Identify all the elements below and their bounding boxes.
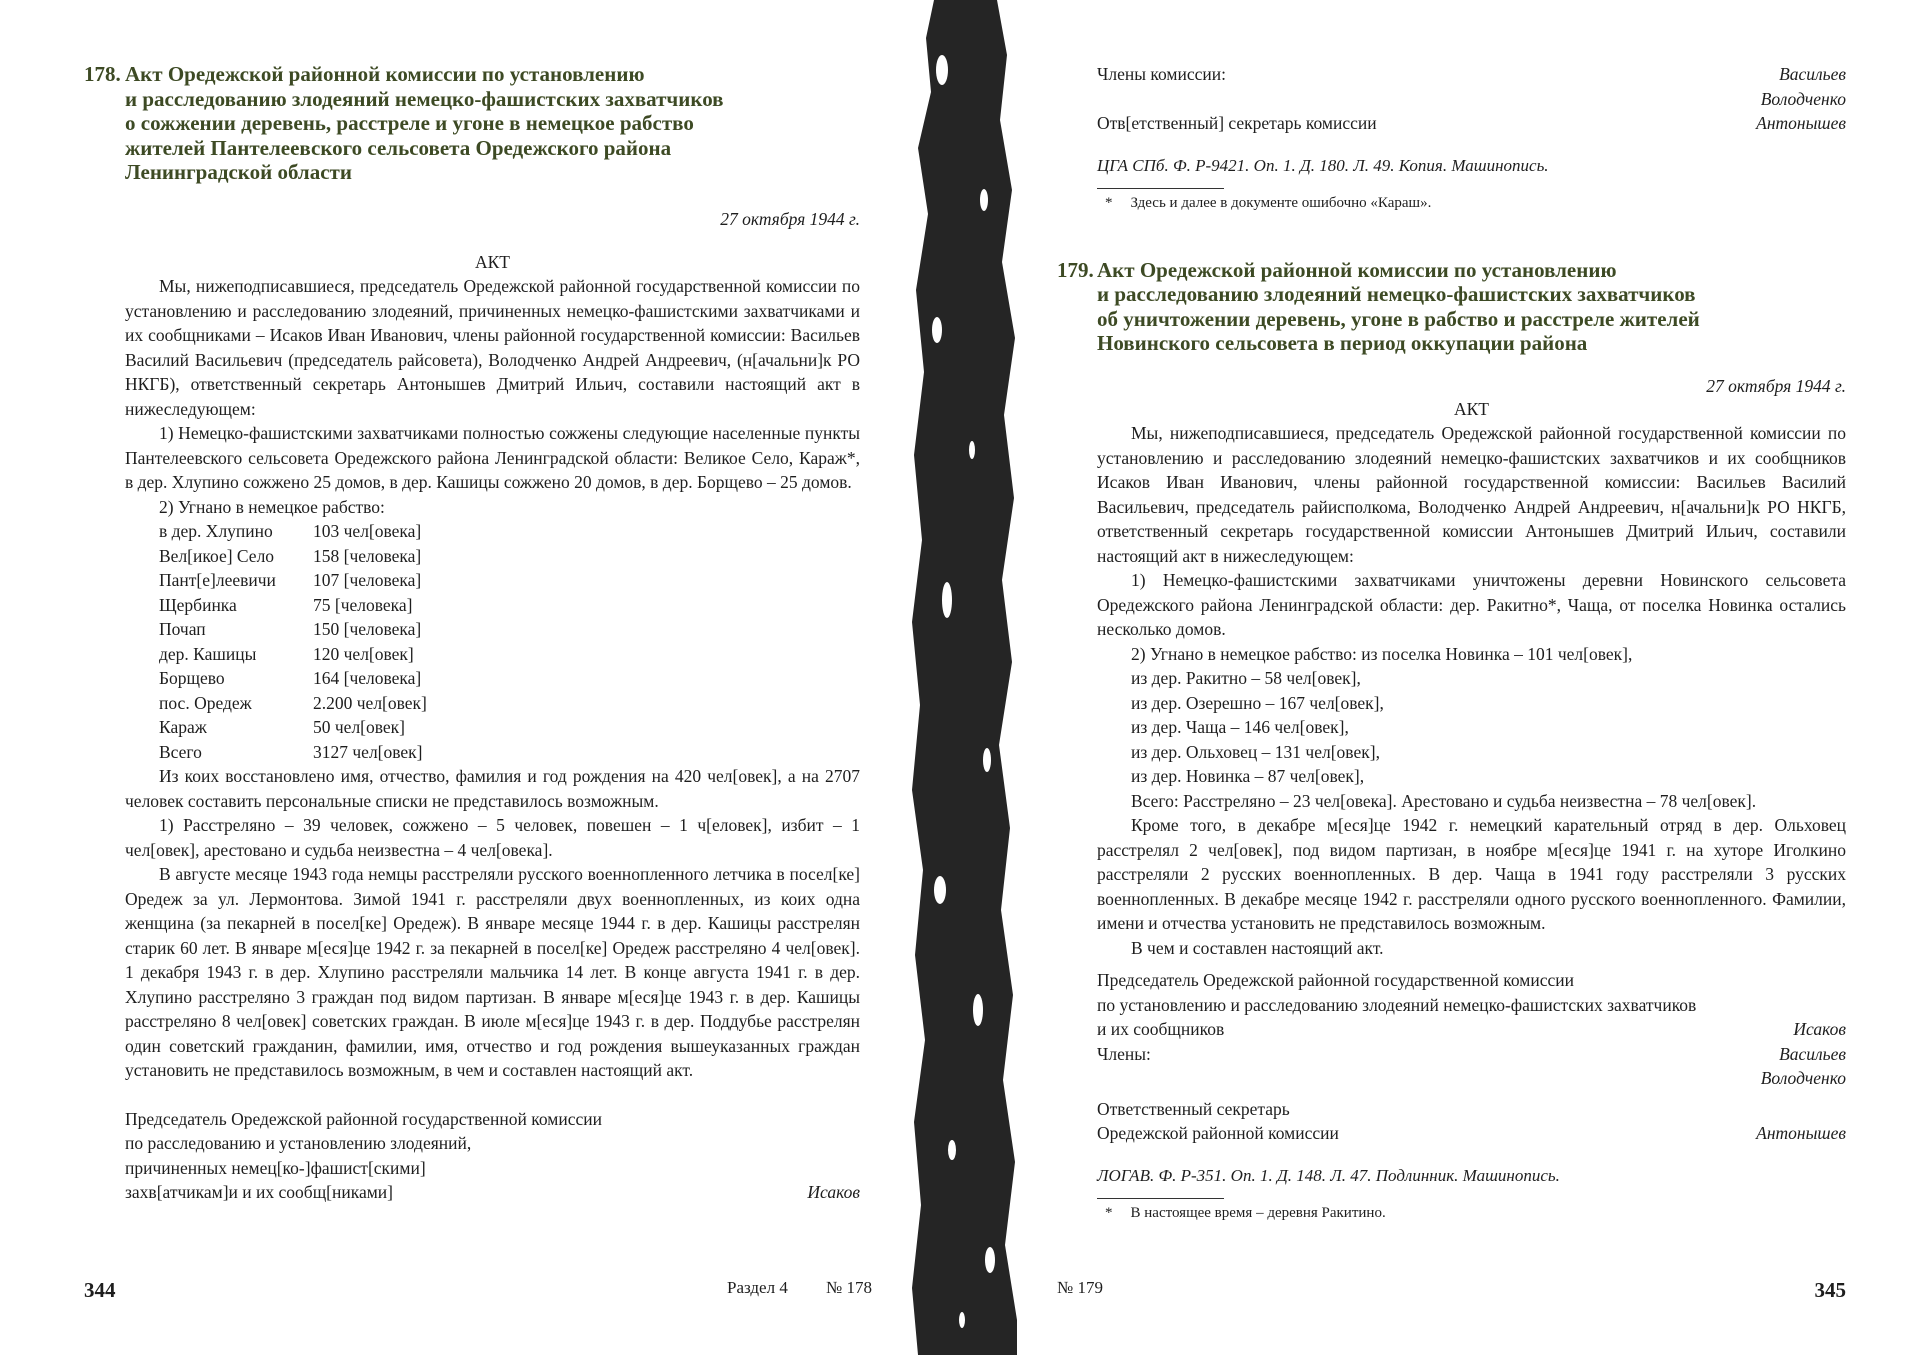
table-row: [159, 593, 427, 618]
signatory-name: Антонышев: [1756, 1123, 1846, 1143]
signatory-name: Васильев: [1779, 1043, 1846, 1064]
footnote: [1097, 195, 1846, 212]
page-number-left: 344: [84, 1278, 116, 1302]
deportation-line: из дер. Ольховец – 131 чел[овек],: [1131, 741, 1380, 762]
doc-178-title-line: и расследованию злодеяний немецко-фашистских захватчиков: [125, 86, 724, 111]
section-label: Раздел 4: [727, 1278, 788, 1297]
deportation-line: из дер. Новинка – 87 чел[овек],: [1131, 766, 1365, 786]
footnote-mark: *: [1105, 194, 1113, 211]
book-gutter: [912, 0, 1017, 1355]
deportation-table: [159, 519, 427, 764]
doc-178-title: [125, 62, 724, 185]
table-row: [159, 544, 427, 569]
place-cell: дер. Кашицы: [159, 643, 257, 664]
footnote-mark: *: [1105, 1204, 1113, 1221]
signature-row: [1097, 1017, 1846, 1042]
paragraph: 1) Немецко-фашистскими захватчиками уничтожены деревни Новинского сельсовета Оредежского района Ленинградской области: дер. Ракитно*, Чаща, от поселка Новинка остались несколько домов.: [1097, 570, 1846, 639]
footnote-rule: [1097, 188, 1224, 189]
signature-line: Председатель Оредежской районной государственной комиссии: [1097, 970, 1574, 990]
doc-178-body-continued: [125, 764, 860, 1083]
place-cell: Вел[икое] Село: [159, 545, 275, 566]
deportation-line: из дер. Ракитно – 58 чел[овек],: [1131, 668, 1361, 688]
doc-178-signatures-continued: [1097, 62, 1846, 136]
count-cell: 120 чел[овек]: [313, 643, 414, 664]
signature-row: [1097, 1121, 1846, 1146]
doc-178-signature: [125, 1107, 860, 1205]
deportation-line: Всего: Расстреляно – 23 чел[овека]. Арестовано и судьба неизвестна – 78 чел[овек].: [1131, 790, 1757, 811]
doc-179-title-line: Акт Оредежской районной комиссии по установлению: [1097, 257, 1617, 282]
page-number-right: 345: [1814, 1278, 1846, 1302]
signature-line: и их сообщников: [1097, 1019, 1225, 1039]
members-label: Члены:: [1097, 1043, 1151, 1064]
count-cell: 158 [человека]: [313, 545, 422, 566]
table-row: [159, 740, 427, 765]
doc-ref-right: № 179: [1057, 1278, 1103, 1297]
count-cell: 103 чел[овека]: [313, 521, 422, 541]
paragraph: Из коих восстановлено имя, отчество, фамилия и год рождения на 420 чел[овек], а на 2707 человек составить персональные списки не представилось возможным.: [125, 766, 860, 811]
count-cell: 107 [человека]: [313, 570, 422, 590]
doc-179-number: 179.: [1057, 257, 1094, 282]
paragraph: Мы, нижеподписавшиеся, председатель Оредежской районной государственной комиссии по установлению и расследованию злодеяний, причиненных немецко-фашистскими захватчиками и их сообщниками – Исаков Иван Иванович, члены районной государственной комиссии: Васильев Василий Васильевич (председатель райсовета), Володченко Андрей Андреевич, (н[ачальни]к РО НКГБ), ответственный секретарь Антонышев Дмитрий Ильич, составили настоящий акт в нижеследующем:: [125, 276, 860, 419]
signature-line: по расследованию и установлению злодеяний,: [125, 1133, 472, 1153]
doc-178-title-line: жителей Пантелеевского сельсовета Оредежского района: [125, 135, 672, 160]
signature-line: причиненных немец[ко-]фашист[скими]: [125, 1157, 426, 1178]
count-cell: 2.200 чел[овек]: [313, 692, 427, 713]
deportation-line: 2) Угнано в немецкое рабство: из поселка Новинка – 101 чел[овек],: [1131, 643, 1633, 664]
signature-row: [1097, 1066, 1846, 1091]
place-cell: Щербинка: [159, 594, 237, 615]
doc-178-title-line: Акт Оредежской районной комиссии по установлению: [125, 62, 645, 86]
signature-line: Оредежской районной комиссии: [1097, 1123, 1339, 1143]
paragraph: 2) Угнано в немецкое рабство:: [159, 496, 385, 517]
doc-179-akt-heading: АКТ: [1454, 398, 1489, 419]
signatory-name: Исаков: [807, 1182, 860, 1202]
footnote-text: Здесь и далее в документе ошибочно «Караш».: [1130, 194, 1432, 211]
doc-ref-left: № 178: [826, 1278, 872, 1297]
right-page: [1017, 0, 1920, 1355]
place-cell: Пант[е]леевичи: [159, 570, 276, 590]
doc-179-heading: [1057, 257, 1846, 356]
doc-179-body: [1097, 421, 1846, 960]
paragraph: Кроме того, в декабре м[еся]це 1942 г. немецкий карательный отряд в дер. Ольховец расстрелял 2 чел[овек], под видом партизан, в ноябре м[еся]це 1941 г. на хуторе Иголкино расстреляли 2 русских военнопленных. В дер. Чаща в 1941 году расстреляли 3 русских военнопленных. В декабре месяце 1942 г. расстреляли одного русского военнопленного. Фамилии, имени и отчества установить не представилось возможным.: [1097, 815, 1846, 933]
signatory-name: Антонышев: [1756, 113, 1846, 133]
paragraph: 1) Расстреляно – 39 человек, сожжено – 5 человек, повешен – 1 ч[еловек], избит – 1 чел[овек], арестовано и судьба неизвестна – 4 чел[овека].: [125, 815, 860, 860]
footnote-text: В настоящее время – деревня Ракитино.: [1130, 1204, 1386, 1221]
table-row: [159, 519, 427, 544]
signature-line: захв[атчикам]и и их сообщ[никами]: [125, 1182, 394, 1202]
table-row: [159, 691, 427, 716]
count-cell: 3127 чел[овек]: [313, 741, 423, 762]
doc-178-heading: [84, 62, 860, 185]
table-row: [159, 568, 427, 593]
signature-line: по установлению и расследованию злодеяний немецко-фашистских захватчиков: [1097, 994, 1697, 1015]
paragraph: В чем и составлен настоящий акт.: [1131, 937, 1384, 958]
signatory-name: Васильев: [1779, 64, 1846, 84]
secretary-label: Отв[етственный] секретарь комиссии: [1097, 113, 1377, 133]
doc-178-title-line: Ленинградской области: [125, 160, 352, 184]
deportation-line: из дер. Чаща – 146 чел[овек],: [1131, 717, 1349, 737]
signatory-name: Исаков: [1793, 1019, 1846, 1039]
table-row: [159, 642, 427, 667]
table-row: [159, 715, 427, 740]
footnote-rule: [1097, 1198, 1224, 1199]
doc-179-title: [1097, 258, 1700, 356]
deportation-line: из дер. Озерешно – 167 чел[овек],: [1131, 692, 1384, 713]
gutter-texture: [912, 0, 1017, 1355]
doc-179-title-line: Новинского сельсовета в период оккупации района: [1097, 331, 1588, 355]
signatory-name: Володченко: [1760, 88, 1846, 109]
place-cell: Всего: [159, 741, 202, 762]
signature-row: [1097, 1042, 1846, 1067]
place-cell: пос. Оредеж: [159, 692, 252, 713]
left-page: [0, 0, 912, 1355]
doc-178-date: 27 октября 1944 г.: [720, 208, 860, 229]
table-row: [159, 666, 427, 691]
signature-line: Ответственный секретарь: [1097, 1098, 1290, 1119]
place-cell: в дер. Хлупино: [159, 521, 273, 541]
doc-179-title-line: об уничтожении деревень, угоне в рабство и расстреле жителей: [1097, 306, 1700, 331]
doc-179-title-line: и расследованию злодеяний немецко-фашистских захватчиков: [1097, 282, 1696, 306]
signature-row: [125, 1180, 860, 1205]
count-cell: 50 чел[овек]: [313, 717, 406, 737]
archive-reference: ЦГА СПб. Ф. Р-9421. Оп. 1. Д. 180. Л. 49. Копия. Машинопись.: [1097, 155, 1549, 175]
signature-line: Председатель Оредежской районной государственной комиссии: [125, 1108, 602, 1129]
doc-178-body: [125, 274, 860, 519]
signature-row: [1097, 87, 1846, 112]
place-cell: Почап: [159, 619, 206, 639]
count-cell: 164 [человека]: [313, 668, 422, 688]
doc-178-number: 178.: [84, 62, 121, 86]
signatory-name: Володченко: [1760, 1068, 1846, 1088]
doc-178-akt-heading: АКТ: [475, 251, 510, 272]
doc-179-date: 27 октября 1944 г.: [1706, 375, 1846, 396]
paragraph: Мы, нижеподписавшиеся, председатель Оредежской районной государственной комиссии по установлению и расследованию злодеяний немецко-фашистских захватчиков и их сообщников Исаков Иван Иванович, члены районной государственной комиссии: Васильев Василий Васильевич, председатель райисполкома, Володченко Андрей Андреевич, н[ачальни]к РО НКГБ, ответственный секретарь государственной комиссии Антонышев Дмитрий Ильич, составили настоящий акт в нижеследующем:: [1097, 423, 1846, 566]
signature-row: [1097, 111, 1846, 136]
archive-reference: ЛОГАВ. Ф. Р-351. Оп. 1. Д. 148. Л. 47. Подлинник. Машинопись.: [1097, 1165, 1560, 1185]
place-cell: Караж: [159, 717, 207, 737]
paragraph: В августе месяце 1943 года немцы расстреляли русского военнопленного летчика в посел[ке] Оредеж за ул. Лермонтова. Зимой 1941 г. расстреляли двух военнопленных, из коих одна женщина (за пекарней в посел[ке] Оредеж). В январе месяце 1944 г. в дер. Кашицы расстрелян старик 60 лет. В январе м[еся]це 1942 г. за пекарней в посел[ке] Оредеж расстреляно 4 чел[овек]. 1 декабря 1943 г. в дер. Хлупино расстреляли мальчика 14 лет. В конце августа 1941 г. в дер. Хлупино расстреляно 3 граждан под видом партизан. В январе м[еся]це 1943 г. в дер. Кашицы расстреляно 8 чел[овек] советских граждан. В июле м[еся]це 1943 г. в дер. Поддубье расстрелян один советский гражданин, фамилии, имя, отчество и год рождения вышеуказанных граждан установить не представилось возможным, в чем и составлен настоящий акт.: [125, 864, 860, 1080]
count-cell: 75 [человека]: [313, 594, 413, 615]
table-row: [159, 617, 427, 642]
signature-row: [1097, 62, 1846, 87]
place-cell: Борщево: [159, 668, 225, 688]
footnote: [1097, 1205, 1846, 1222]
members-label: Члены комиссии:: [1097, 64, 1226, 84]
count-cell: 150 [человека]: [313, 619, 422, 639]
doc-178-title-line: о сожжении деревень, расстреле и угоне в немецкое рабство: [125, 111, 694, 135]
doc-179-signatures: [1097, 968, 1846, 1146]
paragraph: 1) Немецко-фашистскими захватчиками полностью сожжены следующие населенные пункты Пантелеевского сельсовета Оредежского района Ленинградской области: Великое Село, Караж*, в дер. Хлупино сожжено 25 домов, в дер. Кашицы сожжено 20 домов, в дер. Борщево – 25 домов.: [125, 423, 860, 492]
